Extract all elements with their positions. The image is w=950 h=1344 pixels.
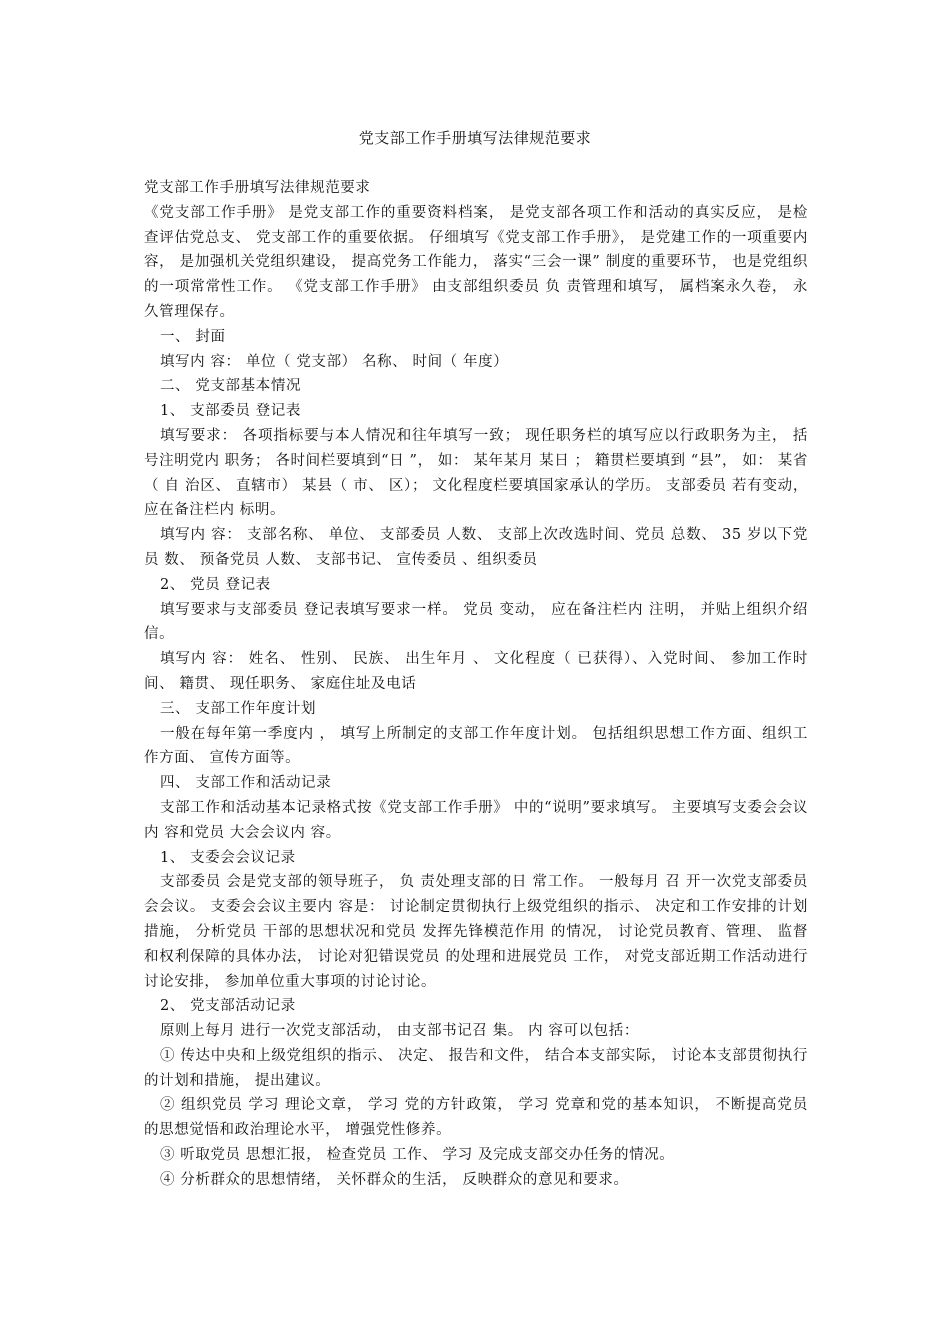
document-paragraph: 一、 封面: [159, 328, 226, 345]
document-paragraph: 填写内 容： 支部名称、 单位、 支部委员 人数、 支部上次改选时间、党员 总数、 35 岁以下党员 数、 预备党员 人数、 支部书记、 宣传委员 、组织委员: [144, 527, 808, 568]
document-paragraph: 原则上每月 进行一次党支部活动， 由支部书记召 集。 内 容可以包括：: [159, 1023, 639, 1040]
document-paragraph: 支部委员 会是党支部的领导班子， 负 责处理支部的日 常工作。 一般每月 召 开一次党支部委员 会会议。 支委会会议主要内 容是： 讨论制定贯彻执行上级党组织的指示、 决定和工作安排的计划措施， 分析党员 干部的思想状况和党员 发挥先锋模范作用 的情况， 讨论党员教育、管理、 监督和权利保障的具体办法， 讨论对犯错误党员 的处理和进展党员 工作， 对党支部近期工作活动进行讨论安排， 参加单位重大事项的讨论讨论。: [144, 874, 808, 990]
document-paragraph: 《党支部工作手册》 是党支部工作的重要资料档案， 是党支部各项工作和活动的真实反应， 是检查评估党总支、 党支部工作的重要依据。 仔细填写《党支部工作手册》， 是党建工作的一项重要内 容， 是加强机关党组织建设， 提高党务工作能力， 落实“三会一课” 制度的重要环节， 也是党组织的一项常常性工作。 《党支部工作手册》 由支部组织委员 负 责管理和填写， 属档案永久卷， 永久管理保存。: [144, 204, 808, 320]
document-paragraph: 填写要求： 各项指标要与本人情况和往年填写一致； 现任职务栏的填写应以行政职务为主， 括号注明党内 职务； 各时间栏要填到“日 ”， 如： 某年某月 某日 ； 籍贯栏要填到 “县”， 如： 某省（ 自 治区、 直辖市） 某县（ 市、 区）； 文化程度栏要填国家承认的学历。 支部委员 若有变动， 应在备注栏内 标明。: [144, 427, 808, 519]
document-paragraph: 二、 党支部基本情况: [159, 378, 302, 395]
document-paragraph: 填写内 容： 单位（ 党支部） 名称、 时间（ 年度）: [159, 353, 509, 370]
document-title: 党支部工作手册填写法律规范要求: [358, 129, 592, 147]
document-paragraph: 三、 支部工作年度计划: [159, 700, 317, 717]
document-paragraph: 填写要求与支部委员 登记表填写要求一样。 党员 变动， 应在备注栏内 注明， 并贴上组织介绍信。: [144, 601, 808, 643]
document-paragraph: 2、 党支部活动记录: [159, 998, 296, 1015]
document-paragraph: 填写内 容： 姓名、 性别、 民族、 出生年月 、 文化程度（ 已获得）、入党时间、 参加工作时间、 籍贯、 现任职务、 家庭住址及电话: [144, 651, 808, 692]
document-paragraph: ② 组织党员 学习 理论文章， 学习 党的方针政策， 学习 党章和党的基本知识， 不断提高党员 的思想觉悟和政治理论水平， 增强党性修养。: [144, 1097, 808, 1139]
document-paragraph: 1、 支委会会议记录: [159, 849, 296, 866]
document-paragraph: 四、 支部工作和活动记录: [159, 775, 332, 792]
document-paragraph: 一般在每年第一季度内 ， 填写上所制定的支部工作年度计划。 包括组织思想工作方面、组织工作方面、 宣传方面等。: [144, 725, 808, 767]
document-paragraph: 2、 党员 登记表: [159, 576, 271, 593]
document-body: [144, 176, 808, 1193]
document-paragraph: 支部工作和活动基本记录格式按《党支部工作手册》 中的“说明”要求填写。 主要填写支委会会议内 容和党员 大会会议内 容。: [144, 799, 808, 841]
document-paragraph: ③ 听取党员 思想汇报， 检查党员 工作、 学习 及完成支部交办任务的情况。: [159, 1147, 675, 1164]
document-paragraph: 党支部工作手册填写法律规范要求: [144, 180, 371, 196]
document-paragraph: ① 传达中央和上级党组织的指示、 决定、 报告和文件， 结合本支部实际， 讨论本支部贯彻执行的计划和措施， 提出建议。: [144, 1047, 808, 1089]
document-paragraph: 1、 支部委员 登记表: [159, 403, 301, 420]
document-paragraph: ④ 分析群众的思想情绪， 关怀群众的生活， 反映群众的意见和要求。: [159, 1171, 629, 1188]
